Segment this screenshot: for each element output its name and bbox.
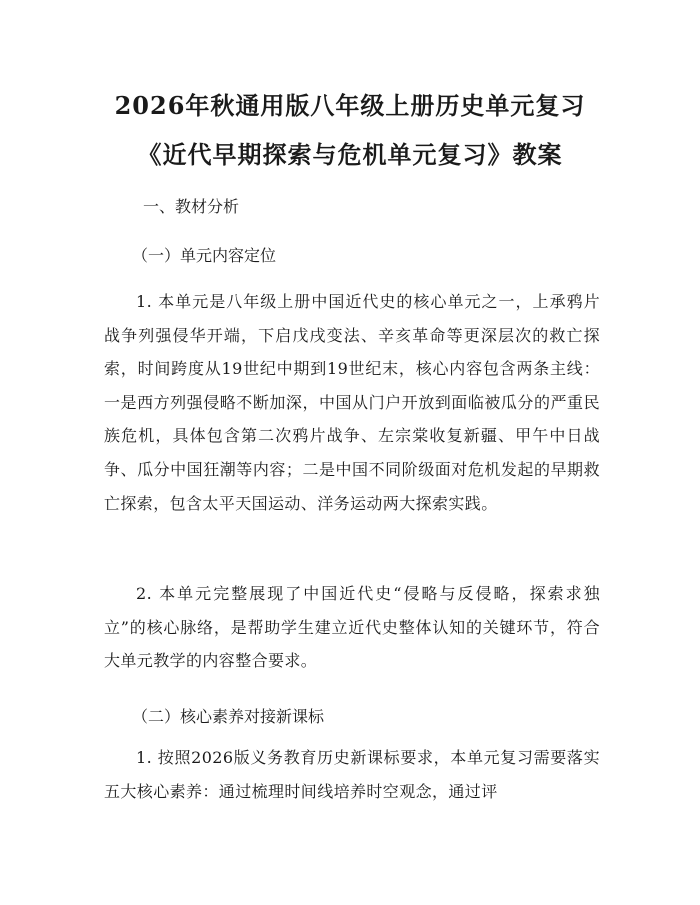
section-heading-teaching-material: 一、教材分析 — [143, 197, 240, 216]
paragraph-unit-positioning-1: 1. 本单元是八年级上册中国近代史的核心单元之一，上承鸦片战争列强侵华开端，下启戊戌变法、辛亥革命等更深层次的救亡探索，时间跨度从19世纪中期到19世纪末，核心内容包含两条主线：一是西方列强侵略不断加深，中国从门户开放到面临被瓜分的严重民族危机，具体包含第二次鸦片战争、左宗棠收复新疆、甲午中日战争、瓜分中国狂潮等内容；二是中国不同阶级面对危机发起的早期救亡探索，包含太平天国运动、洋务运动两大探索实践。 — [104, 292, 600, 513]
subsection-heading-core-literacy: （二）核心素养对接新课标 — [132, 707, 325, 726]
document-title-line1: 2026年秋通用版八年级上册历史单元复习 — [114, 91, 586, 120]
paragraph-core-literacy-1: 1. 按照2026版义务教育历史新课标要求，本单元复习需要落实五大核心素养：通过梳理时间线培养时空观念，通过评 — [104, 748, 600, 801]
document-title-line2: 《近代早期探索与危机单元复习》教案 — [137, 140, 563, 169]
paragraph-unit-positioning-2: 2. 本单元完整展现了中国近代史“侵略与反侵略，探索求独立”的核心脉络，是帮助学生建立近代史整体认知的关键环节，符合大单元教学的内容整合要求。 — [104, 584, 600, 671]
subsection-heading-unit-positioning: （一）单元内容定位 — [132, 246, 277, 265]
